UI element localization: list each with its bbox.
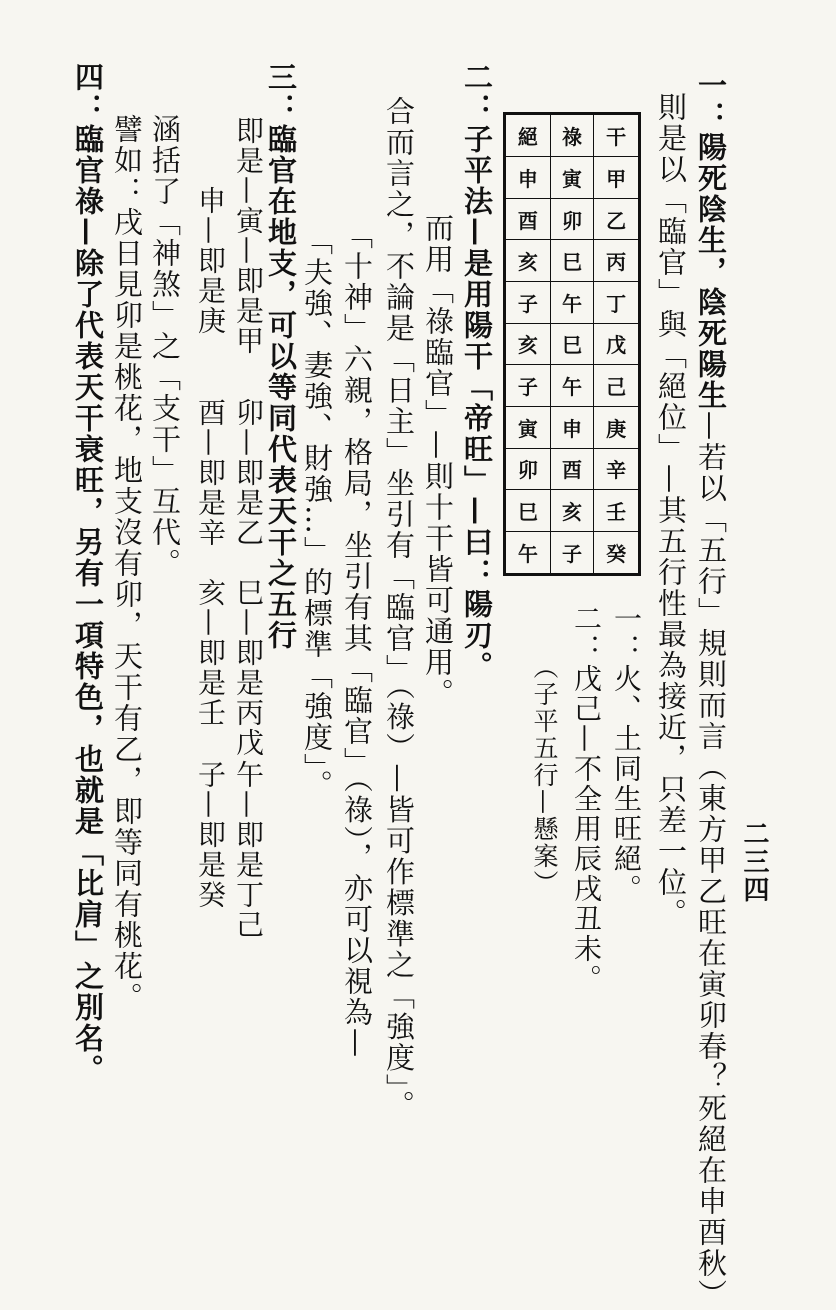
section-2-line-2: 合而言之，不論是「日主」坐引有「臨官」（祿）—皆可作標準之「強度」。 xyxy=(382,96,416,1121)
map-entry: 即是—寅—即是甲 xyxy=(232,116,265,356)
table-cell: 申 xyxy=(505,157,551,199)
table-cell: 巳 xyxy=(550,240,594,282)
table-cell: 亥 xyxy=(505,323,551,365)
page-number: 二三四 xyxy=(739,820,769,904)
note-3: （子平五行—懸案） xyxy=(530,654,559,897)
table-cell: 癸 xyxy=(594,531,640,574)
table-row xyxy=(505,282,640,324)
table-cell: 子 xyxy=(505,365,551,407)
table-row xyxy=(505,448,640,490)
table-cell: 己 xyxy=(594,365,640,407)
table-cell: 干 xyxy=(594,114,640,157)
map-entry: 亥—即是壬 xyxy=(194,578,227,728)
table-cell: 午 xyxy=(550,365,594,407)
table-cell: 酉 xyxy=(550,448,594,490)
table-cell: 丁 xyxy=(594,282,640,324)
table-cell: 卯 xyxy=(505,448,551,490)
table-cell: 子 xyxy=(550,531,594,574)
table-cell: 丙 xyxy=(594,240,640,282)
section-2-line-3: 「十神」六親，格局，坐引有其「臨官」（祿），亦可以視為— xyxy=(340,220,374,1059)
section-2-heading: 二：子平法—是用陽干「帝旺」—曰：陽刃。 xyxy=(460,62,494,682)
section-1-heading: 一：陽死陰生，陰死陽生 xyxy=(694,70,728,411)
section-3-example: 譬如：戌日見卯是桃花，地支沒有卯，天干有乙，即等同有桃花。 xyxy=(110,114,144,1013)
stem-lu-jue-table xyxy=(503,112,641,576)
note-2: 二：戊己—不全用辰戌丑未。 xyxy=(570,604,603,994)
table-cell: 巳 xyxy=(550,323,594,365)
table-cell: 午 xyxy=(550,282,594,324)
table-cell: 祿 xyxy=(550,114,594,157)
table-cell: 申 xyxy=(550,406,594,448)
table-cell: 亥 xyxy=(505,240,551,282)
section-3-line-note: 涵括了「神煞」之「支干」互代。 xyxy=(148,114,182,579)
section-4-heading: 四：臨官祿—除了代表天干衰旺，另有一項特色，也就是「比肩」之別名。 xyxy=(71,62,105,1085)
table-row xyxy=(505,406,640,448)
map-entry: 午—即是丁己 xyxy=(232,760,265,940)
section-1-line-2: 則是以「臨官」與「絕位」—其五行性最為接近，只差一位。 xyxy=(654,92,688,929)
table-cell: 子 xyxy=(505,282,551,324)
section-2-line-1: 而用「祿臨官」—則十干皆可通用。 xyxy=(421,213,455,709)
table-row xyxy=(505,240,640,282)
table-cell: 乙 xyxy=(594,198,640,240)
table-cell: 酉 xyxy=(505,198,551,240)
table-cell: 卯 xyxy=(550,198,594,240)
table-cell: 寅 xyxy=(505,406,551,448)
table-cell: 辛 xyxy=(594,448,640,490)
table-row xyxy=(505,157,640,199)
table-cell: 絕 xyxy=(505,114,551,157)
table-cell: 庚 xyxy=(594,406,640,448)
map-entry: 卯—即是乙 xyxy=(232,398,265,548)
section-1-heading-rest: —若以「五行」規則而言（東方甲乙旺在寅卯春？死絕在申酉秋） xyxy=(694,411,728,1310)
table-row xyxy=(505,114,640,157)
table-row xyxy=(505,490,640,532)
table-cell: 午 xyxy=(505,531,551,574)
table-cell: 亥 xyxy=(550,490,594,532)
section-2-line-4: 「夫強、妻強、財強…」的標準「強度」。 xyxy=(300,226,334,801)
section-1-heading-line xyxy=(694,70,728,1310)
table-cell: 甲 xyxy=(594,157,640,199)
table-cell: 壬 xyxy=(594,490,640,532)
map-entry: 子—即是癸 xyxy=(194,760,227,910)
note-1: 一：火、土同生旺絕。 xyxy=(610,604,643,904)
table-row xyxy=(505,531,640,574)
table-cell: 巳 xyxy=(505,490,551,532)
table-row xyxy=(505,365,640,407)
map-entry: 申—即是庚 xyxy=(194,186,227,336)
table-cell: 戊 xyxy=(594,323,640,365)
map-entry: 巳—即是丙戊 xyxy=(232,578,265,758)
section-3-heading: 三：臨官在地支，可以等同代表天干之五行 xyxy=(264,62,298,651)
table-row xyxy=(505,323,640,365)
table-row xyxy=(505,198,640,240)
table-cell: 寅 xyxy=(550,157,594,199)
map-entry: 酉—即是辛 xyxy=(194,398,227,548)
